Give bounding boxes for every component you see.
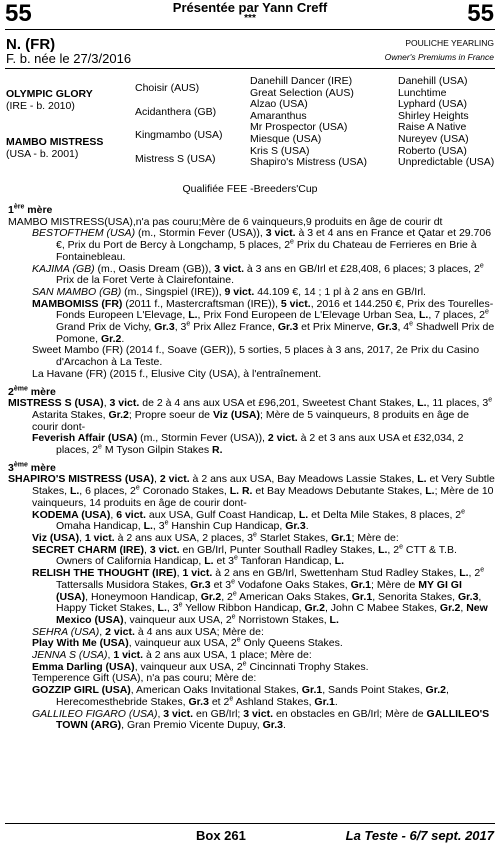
pedigree-paragraph: BESTOFTHEM (USA) (m., Stormin Fever (USA)), 3 vict. à 3 et 4 ans en France et Qatar et 29.706 €, Prix du Port de Bercy à Longchamp, 5 places, 2e Prix du Chateau de Ferrieres en Brie à Fontainebleau.	[32, 227, 492, 263]
catalogue-body	[8, 205, 495, 732]
gen3-item: Kris S (USA)	[250, 144, 310, 157]
gen2-granddam-sire: Kingmambo (USA)	[135, 129, 223, 141]
sire-info: (IRE - b. 2010)	[6, 99, 75, 112]
pedigree-paragraph: Feverish Affair (USA) (m., Stormin Fever (USA)), 2 vict. à 2 et 3 ans aux USA et £32,034, 2 places, 2e M Tyson Gilpin Stakes R.	[32, 432, 464, 457]
pedigree-paragraph: MISTRESS S (USA), 3 vict. de 2 à 4 ans aux USA et £96,201, Sweetest Chant Stakes, L., 11 places, 3e Astarita Stakes, Gr.2; Propre soeur de Viz (USA); Mère de 5 vainqueurs, 8 produits en âge de courir dont-	[8, 396, 493, 433]
gen3-item: Mr Prospector (USA)	[250, 121, 348, 134]
section-heading: 3ème mère	[8, 461, 56, 474]
gen4-item: Raise A Native	[398, 121, 467, 134]
premium-note: Owner's Premiums in France	[384, 52, 494, 62]
gen3-item: Danehill Dancer (IRE)	[250, 75, 353, 87]
pedigree-paragraph: GALLILEO FIGARO (USA), 3 vict. en GB/Irl; 3 vict. en obstacles en GB/Irl; Mère de GALLILEO'S TOWN (ARG), Gran Premio Vicente Dupuy, Gr.3.	[32, 707, 490, 732]
pedigree-paragraph: RELISH THE THOUGHT (IRE), 1 vict. à 2 ans en GB/Irl, Swettenham Stud Radley Stakes, L., 2e Tattersalls Musidora Stakes, Gr.3 et 3e Vodafone Oaks Stakes, Gr.1; Mère de MY GI GI (USA), Honeymoon Handicap, Gr.2, 2e American Oaks Stakes, Gr.1, Senorita Stakes, Gr.3, Happy Ticket Stakes, L., 3e Yellow Ribbon Handicap, Gr.2, John C Mabee Stakes, Gr.2, New Mexico (USA), vainqueur aux USA, 2e Norristown Stakes, L.	[32, 566, 488, 626]
gen2-granddam: Mistress S (USA)	[135, 153, 216, 165]
gen3-item: Miesque (USA)	[250, 132, 322, 145]
pedigree-paragraph: KAJIMA (GB) (m., Oasis Dream (GB)), 3 vict. à 3 ans en GB/Irl et £28,408, 6 places; 3 places, 2e Prix de la Foret Verte à Clairefontaine.	[32, 262, 484, 287]
qualification-note: Qualifiée FEE -Breeders'Cup	[182, 183, 318, 195]
consignor-stars: ***	[244, 13, 256, 24]
pedigree-paragraph: Temperence Gift (USA), n'a pas couru; Mère de:	[32, 672, 257, 685]
section-heading: 2ème mère	[8, 385, 56, 398]
sale-name: La Teste - 6/7 sept. 2017	[345, 828, 494, 843]
gen2-sire: Choisir (AUS)	[135, 82, 200, 94]
pedigree-paragraph: GOZZIP GIRL (USA), American Oaks Invitational Stakes, Gr.1, Sands Point Stakes, Gr.2, Herecomesthebride Stakes, Gr.3 et 2e Ashland Stakes, Gr.1.	[32, 684, 449, 708]
horse-category: POULICHE YEARLING	[405, 38, 494, 48]
gen3-item: Alzao (USA)	[250, 98, 308, 111]
gen2-damsire: Acidanthera (GB)	[135, 106, 217, 118]
sire-block	[6, 89, 93, 112]
gen3-item: Amaranthus	[250, 109, 307, 122]
gen4-item: Unpredictable (USA)	[398, 156, 495, 169]
pedigree-paragraph: MAMBOMISS (FR) (2011 f., Mastercraftsman (IRE)), 5 vict., 2016 et 144.250 €, Prix des Tourelles-Fonds Europeen L'Elevage, L., Prix Fond Europeen de L'Elevage Urban Sea, L., 7 places, 2e Grand Prix de Vichy, Gr.3, 3e Prix Allez France, Gr.3 et Prix Minerve, Gr.3, 4e Shadwell Prix de Pomone, Gr.2.	[32, 297, 495, 345]
pedigree-paragraph: La Havane (FR) (2015 f., Elusive City (USA), à l'entraînement.	[32, 367, 322, 380]
dam-name: MAMBO MISTRESS	[6, 136, 104, 148]
pedigree-paragraph: SEHRA (USA), 2 vict. à 4 ans aux USA; Mère de:	[32, 625, 264, 638]
footer-rule	[5, 823, 495, 824]
gen4-item: Nureyev (USA)	[398, 132, 469, 145]
gen4-item: Lyphard (USA)	[398, 98, 468, 111]
consignor-title: Présentée par Yann Creff	[172, 0, 328, 15]
dam-block	[6, 137, 103, 160]
gen4-list	[398, 76, 494, 169]
horse-description: F. b. née le 27/3/2016	[6, 51, 132, 66]
horse-name: N. (FR)	[6, 36, 56, 53]
gen4-item: Danehill (USA)	[398, 75, 468, 87]
sire-name: OLYMPIC GLORY	[6, 88, 93, 100]
pedigree-paragraph: MAMBO MISTRESS(USA),n'a pas couru;Mère de 6 vainqueurs,9 produits en âge de courir dt	[8, 215, 443, 228]
pedigree-paragraph: JENNA S (USA), 1 vict. à 2 ans aux USA, 1 place; Mère de:	[32, 649, 312, 662]
gen3-item: Great Selection (AUS)	[250, 86, 354, 99]
pedigree-paragraph: Emma Darling (USA), vainqueur aux USA, 2e Cincinnati Trophy Stakes.	[32, 660, 369, 673]
pedigree-paragraph: Viz (USA), 1 vict. à 2 ans aux USA, 2 places, 3e Starlet Stakes, Gr.1; Mère de:	[32, 531, 399, 544]
gen4-item: Lunchtime	[398, 86, 447, 99]
lot-number-right: 55	[467, 0, 494, 27]
pedigree-paragraph: SECRET CHARM (IRE), 3 vict. en GB/Irl, Punter Southall Radley Stakes, L., 2e CTT & T.B. Owners of California Handicap, L. et 3e Tanforan Handicap, L.	[32, 543, 457, 568]
pedigree-paragraph: KODEMA (USA), 6 vict. aux USA, Gulf Coast Handicap, L. et Delta Mile Stakes, 8 places, 2e Omaha Handicap, L., 3e Hanshin Cup Handicap, Gr.3.	[32, 508, 466, 533]
header-rule	[5, 29, 495, 30]
gen4-item: Shirley Heights	[398, 109, 469, 122]
section-heading: 1ère mère	[8, 203, 53, 216]
box-number: Box 261	[196, 828, 246, 843]
pedigree-rule	[5, 68, 495, 69]
dam-info: (USA - b. 2001)	[6, 147, 79, 160]
pedigree-paragraph: Play With Me (USA), vainqueur aux USA, 2e Only Queens Stakes.	[32, 636, 343, 650]
gen4-item: Roberto (USA)	[398, 144, 467, 157]
pedigree-paragraph: Sweet Mambo (FR) (2014 f., Soave (GER)), 5 sorties, 5 places à 3 ans, 2017, 2e Prix du Casino d'Arcachon à La Teste.	[32, 344, 480, 369]
gen3-item: Shapiro's Mistress (USA)	[250, 156, 367, 169]
pedigree-paragraph: SHAPIRO'S MISTRESS (USA), 2 vict. à 2 ans aux USA, Bay Meadows Lassie Stakes, L. et Very Subtle Stakes, L., 6 places, 2e Coronado Stakes, L. R. et Bay Meadows Debutante Stakes, L.; Mère de 10 vainqueurs, 14 produits en âge de courir dont-	[8, 473, 495, 509]
gen3-list	[250, 76, 367, 169]
pedigree-paragraph: SAN MAMBO (GB) (m., Singspiel (IRE)), 9 vict. 44.109 €, 14 ; 1 pl à 2 ans en GB/Irl.	[32, 285, 426, 298]
lot-number-left: 55	[5, 0, 32, 27]
